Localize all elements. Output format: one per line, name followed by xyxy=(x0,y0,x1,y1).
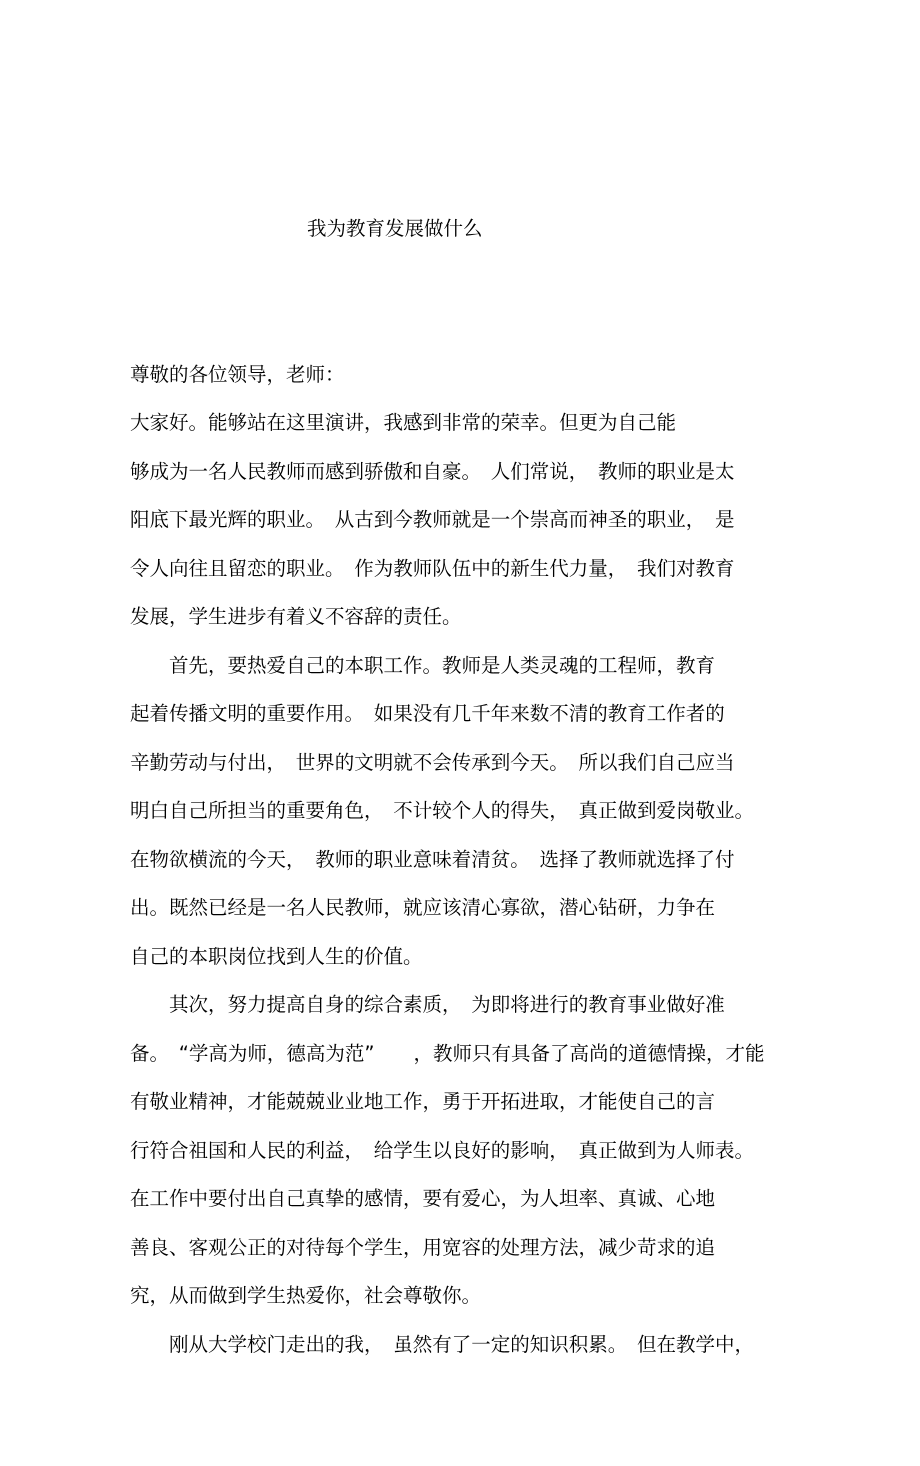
text-line: 刚从大学校门走出的我， 虽然有了一定的知识积累。 但在教学中， xyxy=(130,1332,755,1356)
text-line: 行符合祖国和人民的利益， 给学生以良好的影响， 真正做到为人师表。 xyxy=(130,1138,755,1162)
text-line: 首先，要热爱自己的本职工作。教师是人类灵魂的工程师，教育 xyxy=(130,653,716,677)
text-line: 发展，学生进步有着义不容辞的责任。 xyxy=(130,605,462,628)
text-line: 令人向往且留恋的职业。 作为教师队伍中的新生代力量， 我们对教育 xyxy=(130,556,735,580)
text-line: 在工作中要付出自己真挚的感情，要有爱心，为人坦率、真诚、心地 xyxy=(130,1187,716,1210)
text-line: 够成为一名人民教师而感到骄傲和自豪。 人们常说， 教师的职业是太 xyxy=(130,459,735,483)
text-line: 辛勤劳动与付出， 世界的文明就不会传承到今天。 所以我们自己应当 xyxy=(130,750,735,774)
document-title: 我为教育发展做什么 xyxy=(307,217,483,240)
text-line: 在物欲横流的今天， 教师的职业意味着清贫。 选择了教师就选择了付 xyxy=(130,847,735,871)
text-line: 备。 “学高为师，德高为范” ，教师只有具备了高尚的道德情操，才能 xyxy=(130,1041,765,1065)
text-line: 自己的本职岗位找到人生的价值。 xyxy=(130,944,423,968)
text-line: 尊敬的各位领导，老师： xyxy=(130,362,345,386)
text-line: 大家好。能够站在这里演讲，我感到非常的荣幸。但更为自己能 xyxy=(130,411,677,434)
text-line: 出。既然已经是一名人民教师，就应该清心寡欲，潜心钻研，力争在 xyxy=(130,896,716,919)
text-line: 明白自己所担当的重要角色， 不计较个人的得失， 真正做到爱岗敬业。 xyxy=(130,799,755,822)
text-line: 善良、客观公正的对待每个学生，用宽容的处理方法，减少苛求的追 xyxy=(130,1235,716,1259)
text-line: 究，从而做到学生热爱你，社会尊敬你。 xyxy=(130,1284,482,1307)
text-line: 阳底下最光辉的职业。 从古到今教师就是一个崇高而神圣的职业， 是 xyxy=(130,508,735,531)
text-line: 起着传播文明的重要作用。 如果没有几千年来数不清的教育工作者的 xyxy=(130,702,725,725)
document-body xyxy=(130,351,810,1370)
text-line: 其次，努力提高自身的综合素质， 为即将进行的教育事业做好准 xyxy=(130,993,725,1016)
text-line: 有敬业精神，才能兢兢业业地工作，勇于开拓进取，才能使自己的言 xyxy=(130,1090,716,1113)
document-content xyxy=(130,108,810,1466)
